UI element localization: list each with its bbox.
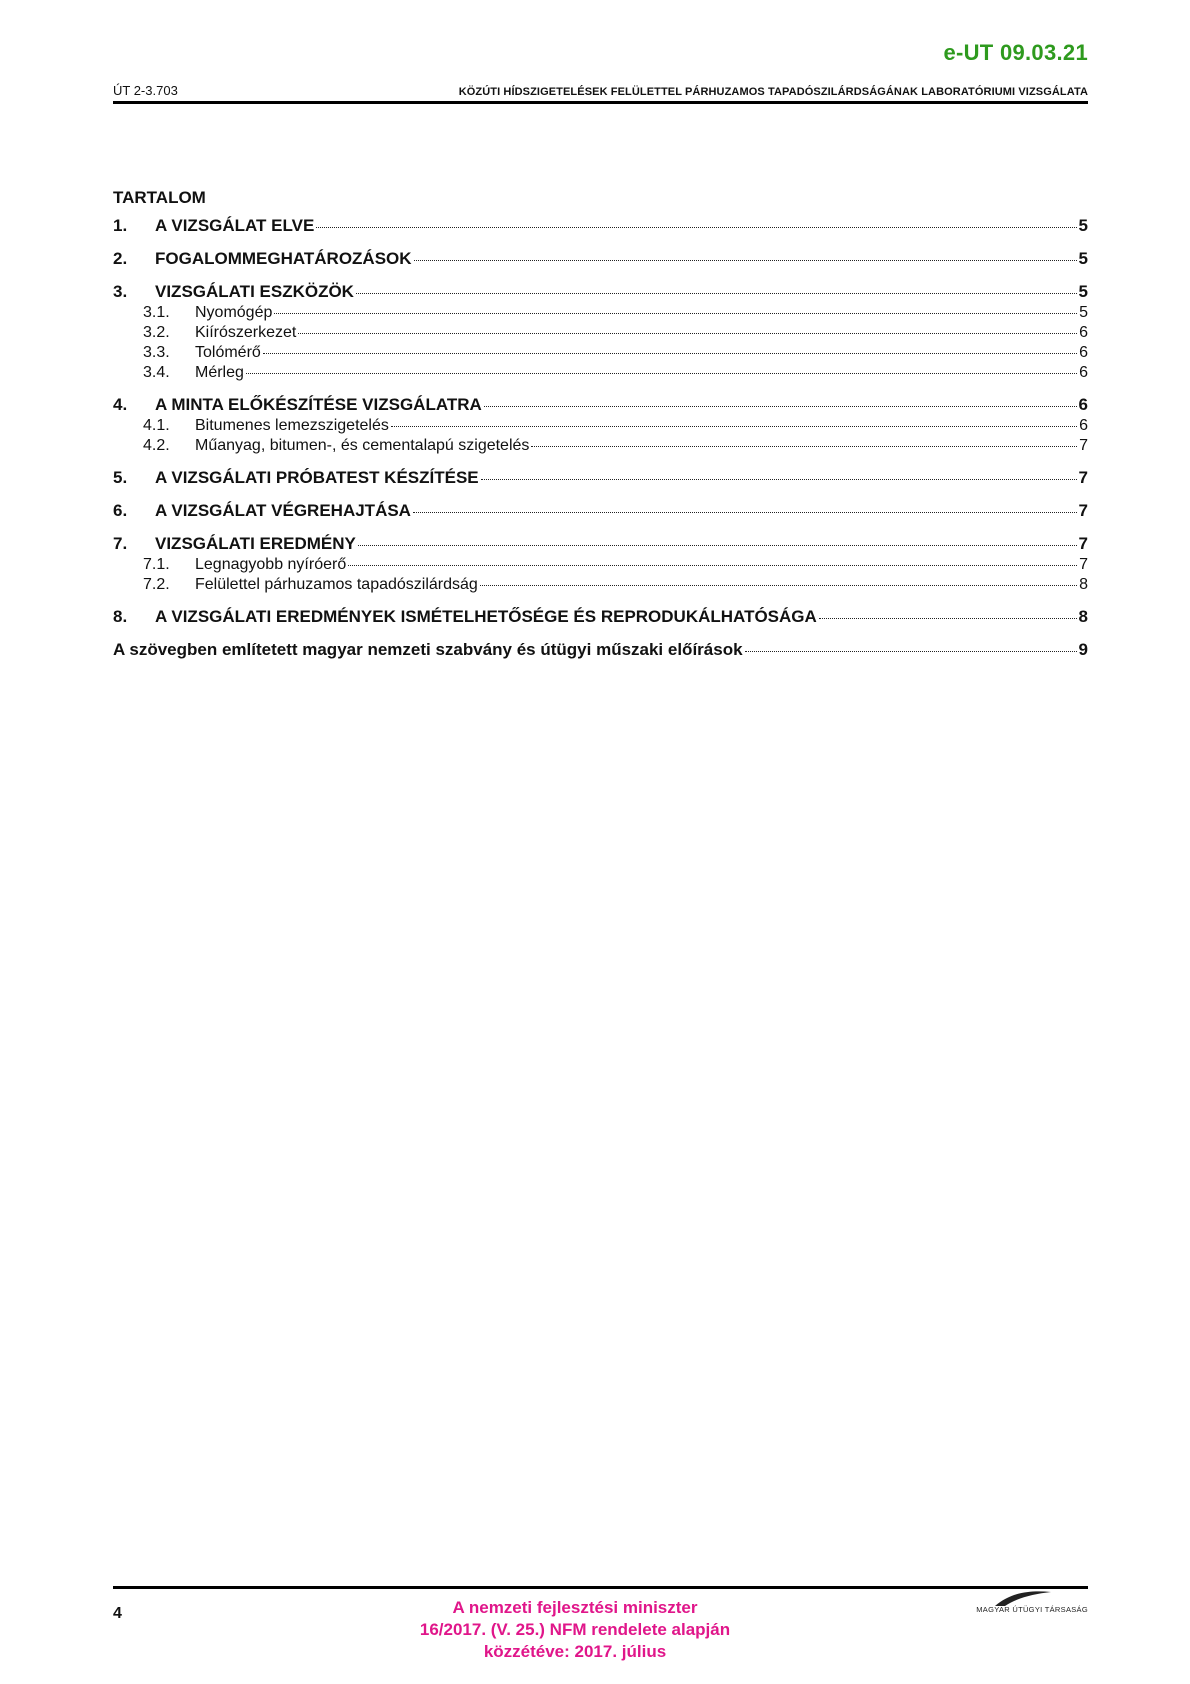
toc-entry-number: 3.4.: [143, 364, 170, 381]
toc-entry[interactable]: [113, 395, 1088, 415]
toc-entry-page: 9: [1078, 640, 1088, 659]
toc-entry-page: 8: [1078, 607, 1088, 626]
toc-entry[interactable]: [113, 534, 1088, 554]
toc-entry-text: Mérleg: [195, 364, 244, 381]
page-number: 4: [113, 1605, 122, 1622]
toc-entry-number: 3.2.: [143, 324, 170, 341]
toc-entry-page: 7: [1079, 556, 1088, 573]
logo-text: MAGYAR ÚTÜGYI TÁRSASÁG: [976, 1605, 1088, 1614]
toc-leader-dots: [819, 618, 1077, 619]
toc-entry-number: 6.: [113, 501, 128, 520]
toc-entry[interactable]: [113, 249, 1088, 269]
toc-entry-number: 3.1.: [143, 304, 170, 321]
toc-entry-text: Tolómérő: [195, 344, 261, 361]
toc-leader-dots: [348, 565, 1077, 566]
toc-entry-text: Kiírószerkezet: [195, 324, 297, 341]
toc-entry[interactable]: [113, 344, 1088, 362]
toc-entry[interactable]: [113, 556, 1088, 574]
toc-entry[interactable]: [113, 282, 1088, 302]
toc-entry-page: 5: [1079, 304, 1088, 321]
toc-entry-text: A VIZSGÁLATI PRÓBATEST KÉSZÍTÉSE: [155, 468, 479, 487]
page-header: [113, 83, 1088, 104]
toc-leader-dots: [356, 293, 1077, 294]
toc-entry-text: FOGALOMMEGHATÁROZÁSOK: [155, 249, 412, 268]
society-logo: [938, 1588, 1088, 1622]
footer-publication-note: [340, 1597, 810, 1663]
toc-entry-number: 7.: [113, 534, 128, 553]
toc-entry-page: 5: [1078, 282, 1088, 301]
toc-entry-page: 7: [1078, 534, 1088, 553]
toc-entry-text: A szövegben említetett magyar nemzeti szabvány és útügyi műszaki előírások: [113, 640, 743, 659]
toc-entry[interactable]: [113, 364, 1088, 382]
toc-entry-number: 8.: [113, 607, 128, 626]
toc-entry-text: Bitumenes lemezszigetelés: [195, 417, 389, 434]
toc-leader-dots: [263, 353, 1077, 354]
toc-entry-text: VIZSGÁLATI ESZKÖZÖK: [155, 282, 354, 301]
toc-entry-number: 2.: [113, 249, 128, 268]
toc-leader-dots: [414, 260, 1077, 261]
toc-entries: [113, 216, 1088, 627]
header-document-title: KÖZÚTI HÍDSZIGETELÉSEK FELÜLETTEL PÁRHUZAMOS TAPADÓSZILÁRDSÁGÁNAK LABORATÓRIUMI VIZSGÁLATA: [458, 86, 1088, 98]
toc-entry-number: 3.: [113, 282, 128, 301]
toc-entry-text: Legnagyobb nyíróerő: [195, 556, 347, 573]
toc-entry-text: Nyomógép: [195, 304, 273, 321]
toc-entry-number: 4.2.: [143, 437, 170, 454]
toc-title: TARTALOM: [113, 188, 206, 207]
toc-entry-page: 6: [1079, 364, 1088, 381]
toc-entry-page: 5: [1078, 216, 1088, 235]
toc-entry-number: 7.1.: [143, 556, 170, 573]
toc-entry[interactable]: [113, 501, 1088, 521]
toc-leader-dots: [358, 545, 1077, 546]
toc-entry[interactable]: [113, 607, 1088, 627]
toc-entry[interactable]: [113, 468, 1088, 488]
toc-entry-page: 7: [1078, 501, 1088, 520]
toc-entry-text: Felülettel párhuzamos tapadószilárdság: [195, 576, 478, 593]
toc-entry-text: VIZSGÁLATI EREDMÉNY: [155, 534, 356, 553]
toc-entry[interactable]: [113, 324, 1088, 342]
toc-entry-number: 4.1.: [143, 417, 170, 434]
toc-entry-number: 7.2.: [143, 576, 170, 593]
footer-line-3: közzétéve: 2017. július: [483, 1642, 667, 1661]
toc-entry-page: 5: [1078, 249, 1088, 268]
toc-leader-dots: [745, 651, 1077, 652]
toc-leader-dots: [531, 446, 1077, 447]
toc-entry-text: A VIZSGÁLAT ELVE: [155, 216, 315, 235]
toc-leader-dots: [413, 512, 1077, 513]
toc-leader-dots: [316, 227, 1076, 228]
toc-leader-dots: [246, 373, 1077, 374]
footer-line-2: 16/2017. (V. 25.) NFM rendelete alapján: [419, 1620, 731, 1639]
toc-entry-page: 6: [1079, 417, 1088, 434]
toc-entry[interactable]: [113, 216, 1088, 236]
toc-entry-page: 6: [1079, 324, 1088, 341]
header-standard-number: ÚT 2-3.703: [113, 83, 178, 98]
toc-entry-text: A VIZSGÁLAT VÉGREHAJTÁSA: [155, 501, 411, 520]
toc-entry-text: A VIZSGÁLATI EREDMÉNYEK ISMÉTELHETŐSÉGE ÉS REPRODUKÁLHATÓSÁGA: [155, 607, 817, 626]
toc-entry-text: Műanyag, bitumen-, és cementalapú szigetelés: [195, 437, 530, 454]
table-of-contents: [113, 188, 1088, 660]
toc-entry[interactable]: [113, 417, 1088, 435]
toc-leader-dots: [481, 479, 1077, 480]
toc-entry-number: 1.: [113, 216, 128, 235]
toc-entry-text: A MINTA ELŐKÉSZÍTÉSE VIZSGÁLATRA: [155, 395, 482, 414]
toc-entry-references[interactable]: [113, 640, 1088, 660]
toc-entry-number: 5.: [113, 468, 128, 487]
toc-leader-dots: [391, 426, 1077, 427]
toc-leader-dots: [480, 585, 1077, 586]
toc-entry-page: 6: [1078, 395, 1088, 414]
toc-entry-number: 3.3.: [143, 344, 170, 361]
toc-entry[interactable]: [113, 576, 1088, 594]
toc-leader-dots: [298, 333, 1077, 334]
toc-entry[interactable]: [113, 304, 1088, 322]
toc-entry-page: 7: [1078, 468, 1088, 487]
toc-entry-page: 6: [1079, 344, 1088, 361]
toc-entry-page: 7: [1079, 437, 1088, 454]
toc-entry[interactable]: [113, 437, 1088, 455]
footer-line-1: A nemzeti fejlesztési miniszter: [452, 1598, 698, 1617]
toc-entry-number: 4.: [113, 395, 128, 414]
toc-entry-page: 8: [1079, 576, 1088, 593]
document-code: e-UT 09.03.21: [943, 40, 1088, 65]
toc-leader-dots: [484, 406, 1077, 407]
toc-leader-dots: [274, 313, 1077, 314]
